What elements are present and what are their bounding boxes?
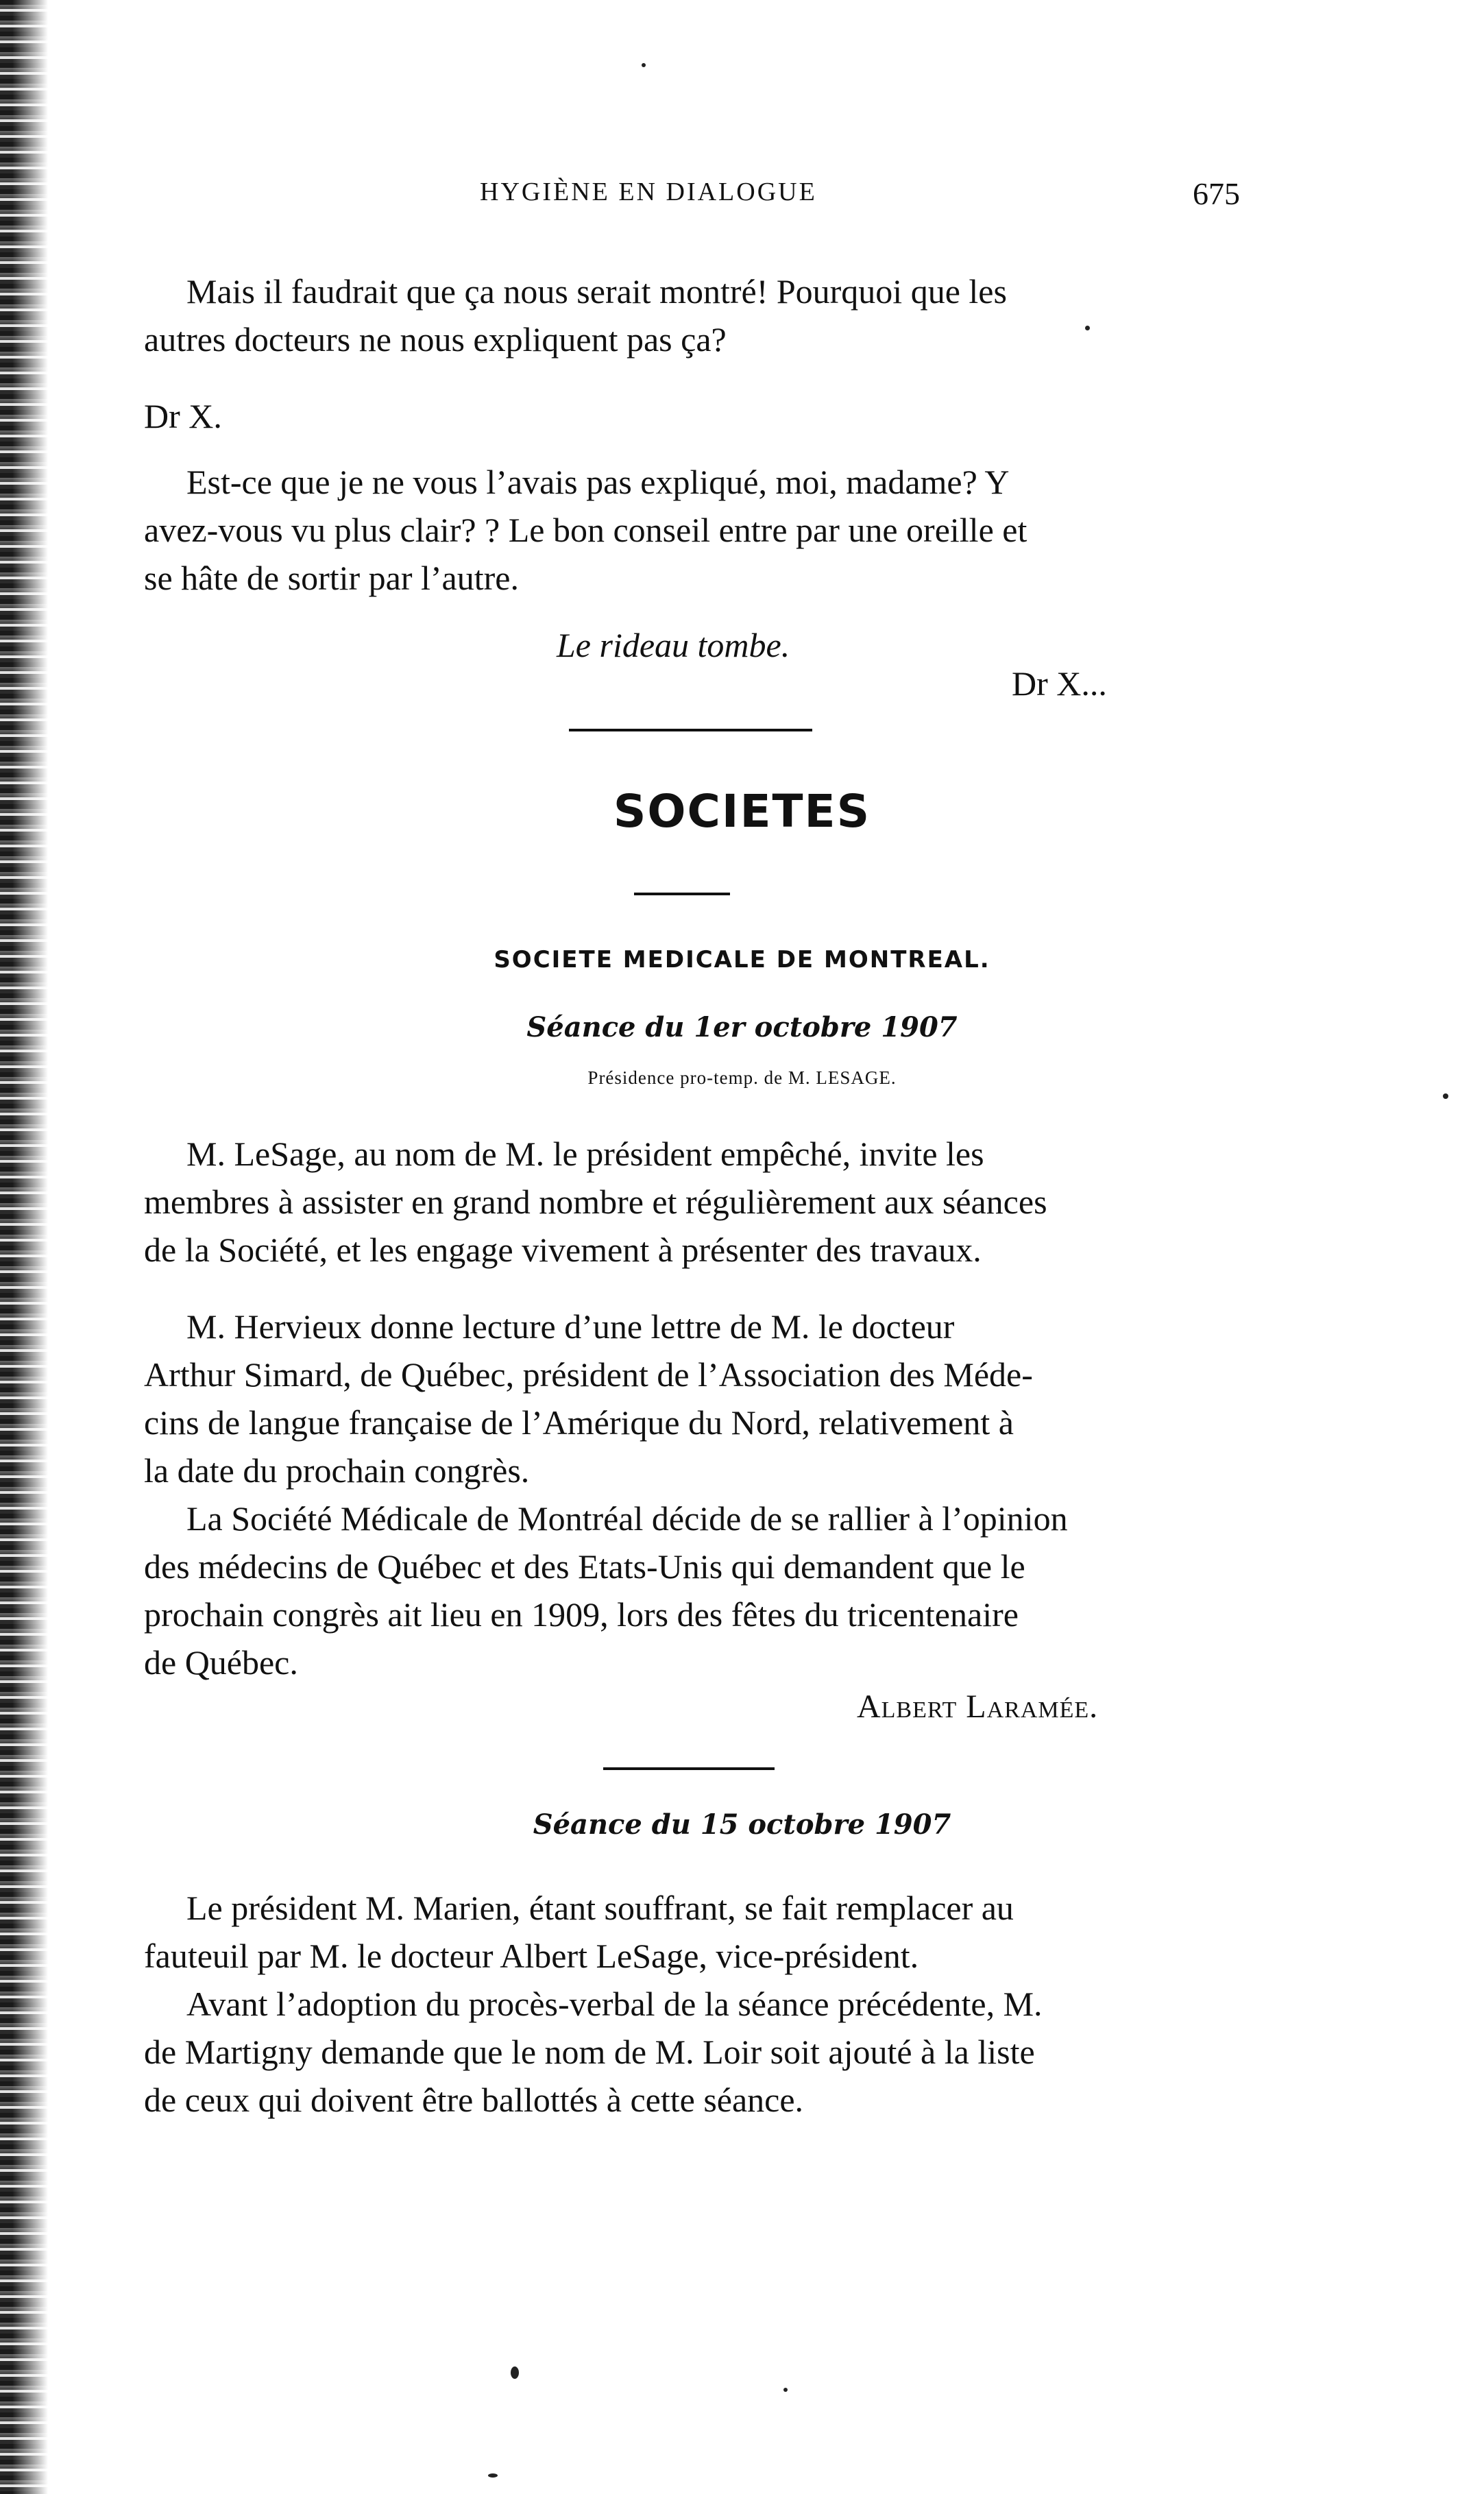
dialogue-reply — [144, 458, 1258, 602]
text-line: Le président M. Marien, étant souffrant, se fait remplacer au — [186, 1889, 1014, 1927]
text-line: Arthur Simard, de Québec, président de l’Association des Méde- — [144, 1355, 1033, 1394]
text-line: des médecins de Québec et des Etats-Unis qui demandent que le — [144, 1547, 1025, 1586]
text-line: de la Société, et les engage vivement à présenter des travaux. — [144, 1231, 982, 1269]
binding-edge — [0, 0, 48, 2494]
session2-paragraph2 — [144, 1980, 1258, 2124]
text-line: de Martigny demande que le nom de M. Loir soit ajouté à la liste — [144, 2033, 1035, 2071]
session-heading: Séance du 1er octobre 1907 — [526, 1011, 958, 1043]
running-head: HYGIÈNE EN DIALOGUE — [480, 178, 817, 206]
secretary-signature: Albert Laramée. — [857, 1688, 1099, 1725]
presidence-line: Présidence pro-temp. de M. LESAGE. — [587, 1067, 897, 1088]
scan-speck — [642, 63, 646, 67]
scan-speck — [1085, 326, 1090, 330]
speaker-label: Dr X. — [144, 397, 222, 435]
text-line: de ceux qui doivent être ballottés à cette séance. — [144, 2081, 804, 2119]
session1-paragraph3 — [144, 1494, 1258, 1686]
divider-rule — [569, 729, 812, 731]
text-line: La Société Médicale de Montréal décide de se rallier à l’opinion — [186, 1499, 1068, 1538]
section-subtitle: SOCIETE MEDICALE DE MONTREAL. — [494, 946, 990, 973]
text-line: membres à assister en grand nombre et régulièrement aux séances — [144, 1183, 1047, 1221]
text-line: avez-vous vu plus clair? ? Le bon conseil entre par une oreille et — [144, 511, 1027, 549]
scan-speck — [511, 2366, 519, 2379]
session2-paragraph1 — [144, 1884, 1258, 1980]
session1-paragraph1 — [144, 1130, 1258, 1274]
text-line: de Québec. — [144, 1643, 298, 1682]
text-line: la date du prochain congrès. — [144, 1451, 530, 1490]
dialogue-signature: Dr X... — [1012, 664, 1107, 703]
scan-speck — [783, 2388, 788, 2392]
text-line: M. Hervieux donne lecture d’une lettre de M. le docteur — [186, 1307, 955, 1346]
session1-paragraph2 — [144, 1303, 1258, 1494]
text-line: fauteuil par M. le docteur Albert LeSage, vice-président. — [144, 1937, 919, 1975]
divider-rule — [634, 893, 730, 895]
text-line: autres docteurs ne nous expliquent pas ça? — [144, 320, 727, 359]
text-line: prochain congrès ait lieu en 1909, lors des fêtes du tricentenaire — [144, 1595, 1019, 1634]
text-line: cins de langue française de l’Amérique du Nord, relativement à — [144, 1403, 1014, 1442]
scan-speck — [488, 2473, 498, 2478]
text-line: se hâte de sortir par l’autre. — [144, 559, 519, 597]
scan-speck — [1443, 1093, 1448, 1099]
session-heading: Séance du 15 octobre 1907 — [533, 1808, 951, 1841]
stage-direction: Le rideau tombe. — [557, 626, 790, 664]
text-line: Mais il faudrait que ça nous serait montré! Pourquoi que les — [186, 272, 1007, 311]
section-title: SOCIETES — [613, 785, 871, 838]
page-number: 675 — [1193, 176, 1240, 211]
text-line: Avant l’adoption du procès-verbal de la séance précédente, M. — [186, 1985, 1043, 2023]
text-line: M. LeSage, au nom de M. le président empêché, invite les — [186, 1135, 984, 1173]
text-line: Est-ce que je ne vous l’avais pas expliqué, moi, madame? Y — [186, 463, 1010, 501]
dialogue-opening — [144, 267, 1258, 363]
divider-rule — [603, 1767, 775, 1770]
